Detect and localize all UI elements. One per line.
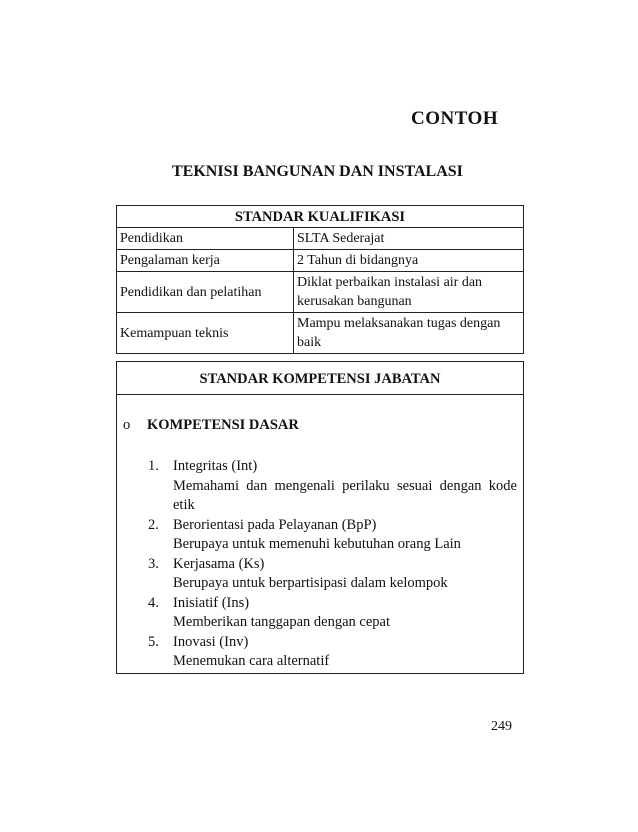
item-description: Memberikan tanggapan dengan cepat [173,614,391,630]
item-title: Integritas (Int) [173,458,258,474]
kualifikasi-table [116,205,524,354]
item-description: Berupaya untuk berpartisipasi dalam kelompok [173,575,448,591]
list-item [117,516,523,555]
kompetensi-header: STANDAR KOMPETENSI JABATAN [117,362,523,395]
bullet-icon: o [123,417,131,433]
row-value: Mampu melaksanakan tugas dengan baik [294,313,524,354]
item-title: Kerjasama (Ks) [173,555,265,572]
kualifikasi-header: STANDAR KUALIFIKASI [117,206,524,228]
document-title: TEKNISI BANGUNAN DAN INSTALASI [172,163,463,180]
page-heading: CONTOH [411,108,499,129]
item-number: 1. [148,458,159,474]
row-value: SLTA Sederajat [294,228,524,250]
table-row [117,272,524,313]
section-heading [123,417,299,434]
item-description: Berupaya untuk memenuhi kebutuhan orang Lain [173,536,461,552]
kompetensi-box [116,361,524,674]
row-label: Pendidikan dan pelatihan [117,272,294,313]
table-row [117,313,524,354]
row-label: Pendidikan [117,228,294,250]
list-item [117,457,523,516]
item-title: Inisiatif (Ins) [173,594,250,611]
item-number: 4. [148,594,159,611]
row-value: Diklat perbaikan instalasi air dan kerusakan bangunan [294,272,524,313]
row-label: Pengalaman kerja [117,250,294,272]
item-number: 5. [148,633,159,650]
row-value: 2 Tahun di bidangnya [294,250,524,272]
kompetensi-list [117,457,523,672]
list-item [117,555,523,594]
table-row [117,228,524,250]
item-number: 3. [148,555,159,572]
item-description: Memahami dan mengenali perilaku sesuai dengan kode etik [173,477,517,513]
page-number: 249 [491,719,512,734]
list-item [117,594,523,633]
item-description: Menemukan cara alternatif [173,653,330,669]
table-header-row [117,206,524,228]
item-title: Berorientasi pada Pelayanan (BpP) [173,516,377,533]
table-row [117,250,524,272]
item-title: Inovasi (Inv) [173,633,249,650]
row-label: Kemampuan teknis [117,313,294,354]
list-item [117,633,523,672]
section-title: KOMPETENSI DASAR [147,417,299,433]
item-number: 2. [148,516,159,533]
